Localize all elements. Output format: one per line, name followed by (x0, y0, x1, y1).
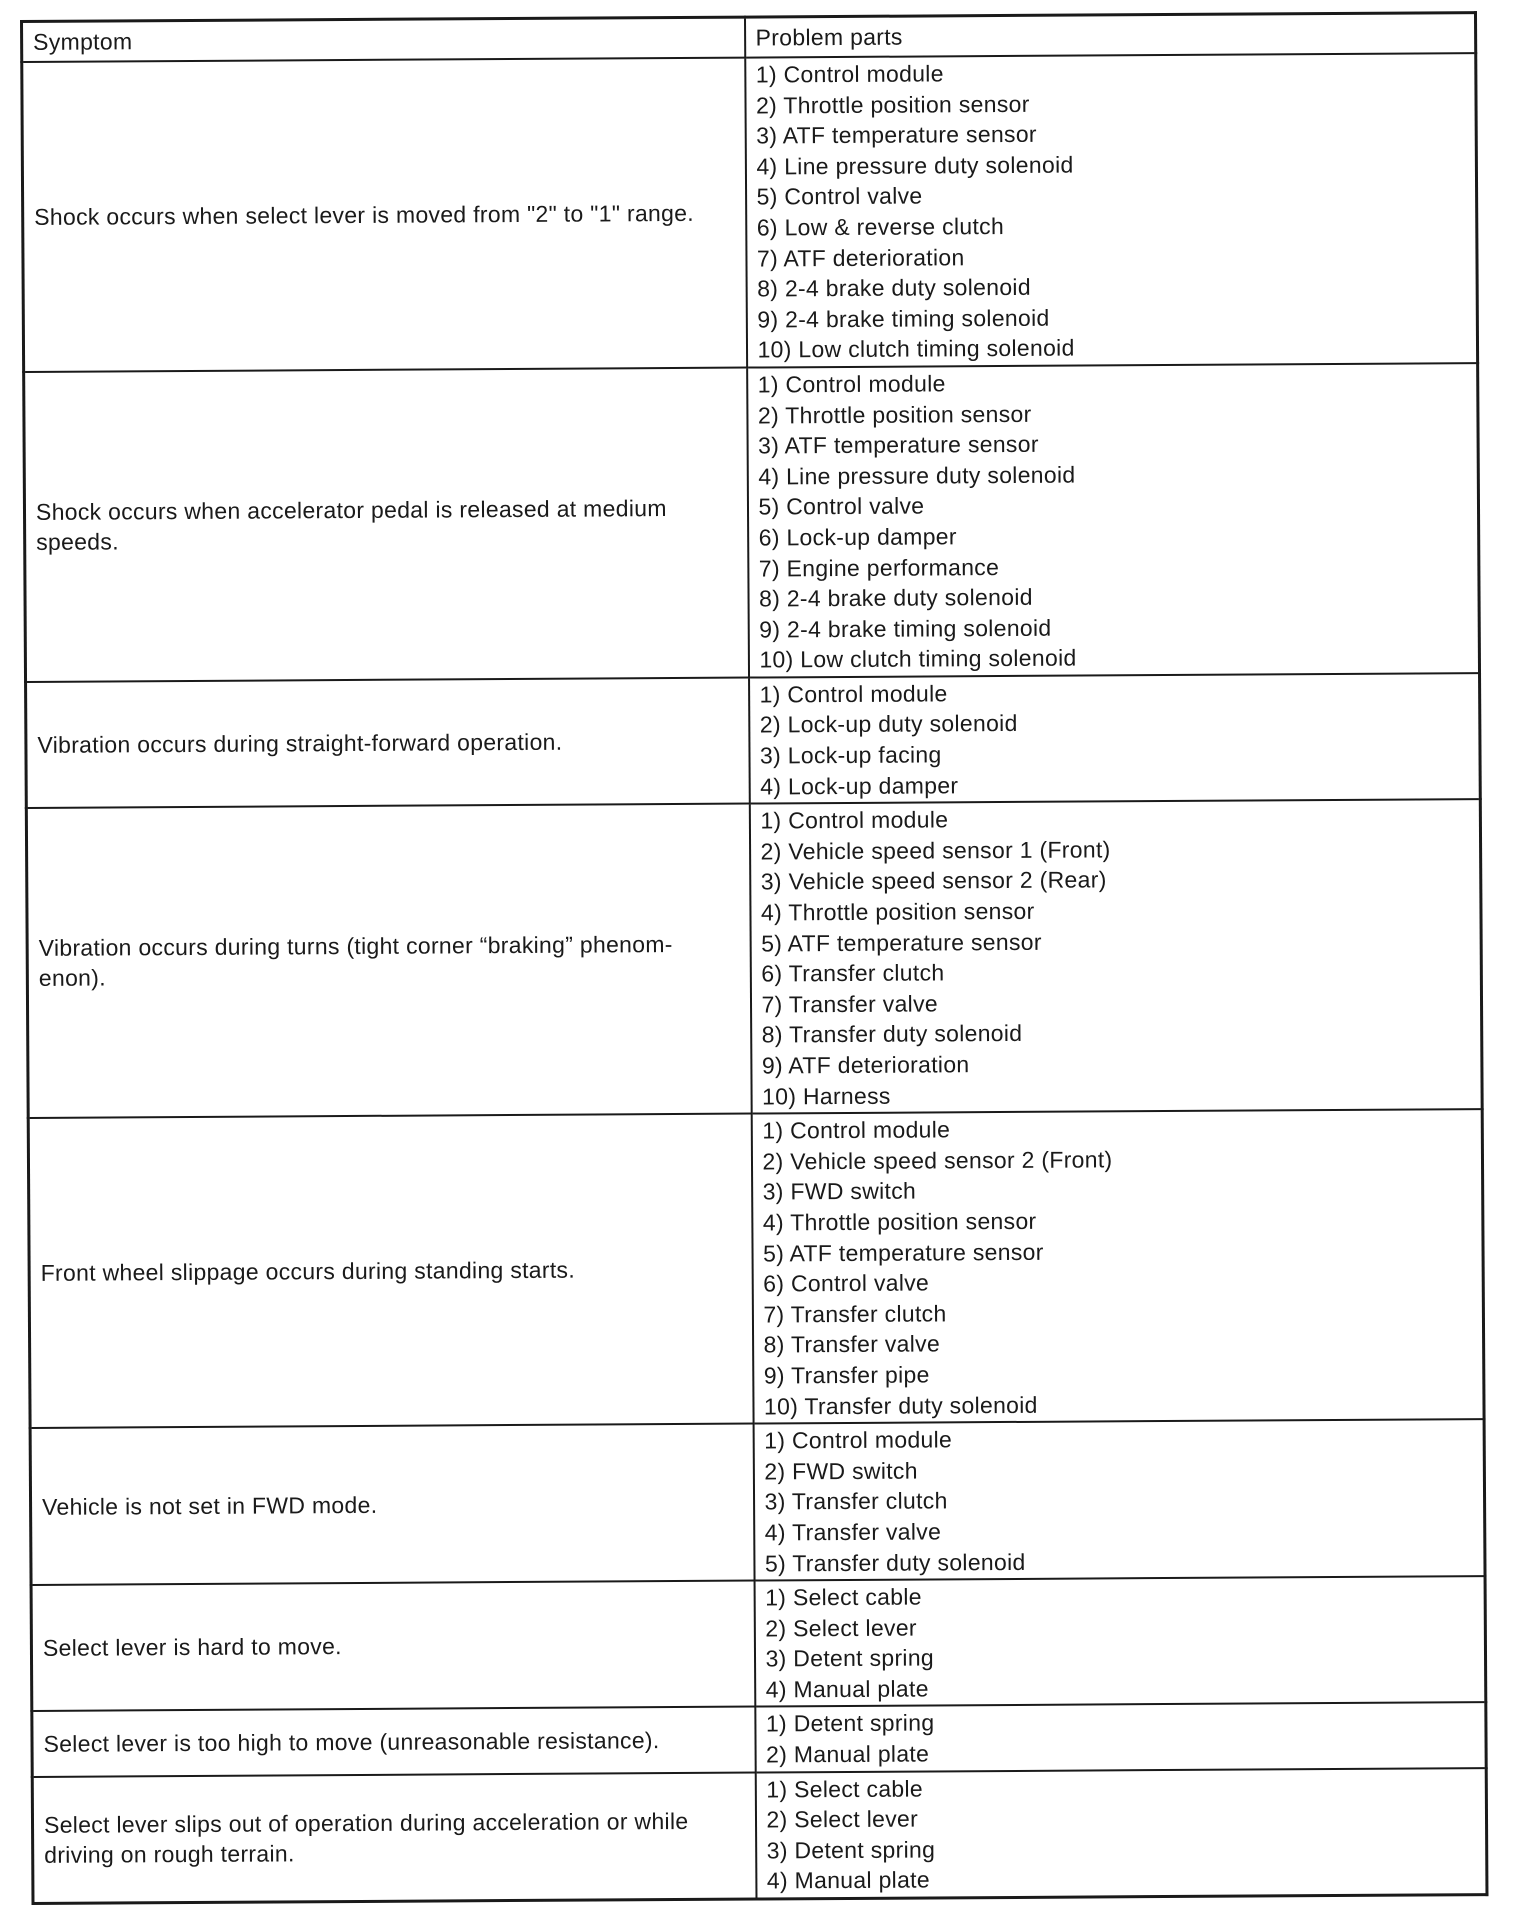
problem-part-item: 8) Transfer valve (763, 1330, 941, 1358)
symptom-cell: Vehicle is not set in FWD mode. (30, 1424, 754, 1585)
problem-part-item: 5) ATF temperature sensor (761, 928, 1042, 957)
problem-part-item: 3) Vehicle speed sensor 2 (Rear) (760, 866, 1107, 895)
problem-part-item: 2) FWD switch (764, 1457, 918, 1485)
problem-part-item: 6) Lock-up damper (758, 523, 957, 551)
problem-part-item: 7) ATF deterioration (756, 243, 965, 272)
problem-part-item: 6) Control valve (763, 1269, 930, 1297)
problem-part-item: 8) 2-4 brake duty solenoid (757, 273, 1031, 302)
problem-part-item: 2) Manual plate (766, 1740, 930, 1768)
problem-parts-cell (749, 673, 1481, 804)
problem-part-item: 4) Manual plate (766, 1866, 931, 1894)
problem-parts-cell (745, 53, 1478, 367)
symptom-cell: Select lever slips out of operation during acceleration or while driving on rough terrain. (32, 1772, 756, 1903)
problem-part-item: 2) Throttle position sensor (755, 90, 1030, 119)
problem-part-item: 5) Control valve (758, 492, 925, 520)
column-header-problem-parts: Problem parts (744, 13, 1475, 58)
table-row (24, 363, 1480, 682)
problem-part-item: 5) Transfer duty solenoid (764, 1548, 1026, 1576)
problem-part-item: 7) Engine performance (758, 553, 1000, 581)
problem-part-item: 1) Select cable (766, 1775, 924, 1803)
problem-part-item: 1) Control module (759, 680, 948, 708)
problem-part-item: 4) Lock-up damper (760, 771, 959, 800)
problem-part-item: 1) Control module (757, 370, 946, 398)
problem-part-item: 1) Select cable (765, 1583, 922, 1611)
problem-part-item: 9) 2-4 brake timing solenoid (757, 304, 1050, 333)
table-row (22, 53, 1478, 372)
column-header-symptom: Symptom (22, 17, 745, 62)
problem-part-item: 3) Lock-up facing (759, 741, 942, 769)
problem-part-item: 9) Transfer pipe (763, 1361, 930, 1389)
problem-part-item: 6) Low & reverse clutch (756, 212, 1005, 241)
symptom-cell: Vibration occurs during straight-forward operation. (26, 677, 750, 808)
problem-part-item: 3) Detent spring (765, 1644, 935, 1672)
problem-part-item: 7) Transfer valve (761, 990, 938, 1018)
problem-parts-cell (751, 1109, 1484, 1423)
symptom-cell: Vibration occurs during turns (tight corner “braking” phenom- enon). (26, 804, 751, 1118)
problem-part-item: 1) Control module (764, 1426, 953, 1454)
problem-part-item: 10) Harness (762, 1082, 891, 1110)
problem-part-item: 10) Low clutch timing solenoid (757, 334, 1075, 363)
problem-part-item: 3) ATF temperature sensor (756, 120, 1037, 149)
problem-part-item: 4) Manual plate (765, 1675, 929, 1703)
problem-part-item: 9) 2-4 brake timing solenoid (759, 614, 1052, 643)
problem-part-item: 5) ATF temperature sensor (762, 1238, 1044, 1267)
symptom-cell: Shock occurs when accelerator pedal is released at medium speeds. (24, 368, 749, 682)
problem-part-item: 2) Lock-up duty solenoid (759, 710, 1018, 738)
problem-part-item: 1) Detent spring (765, 1709, 935, 1737)
problem-part-item: 8) 2-4 brake duty solenoid (758, 583, 1033, 612)
problem-part-item: 4) Line pressure duty solenoid (756, 151, 1074, 180)
problem-parts-cell (747, 363, 1480, 677)
problem-part-item: 3) Detent spring (766, 1836, 936, 1864)
problem-parts-cell (755, 1768, 1487, 1899)
symptom-cell: Select lever is too high to move (unreasonable resistance). (32, 1707, 755, 1777)
problem-part-item: 4) Throttle position sensor (760, 897, 1035, 926)
symptom-table (20, 11, 1488, 1905)
problem-part-item: 1) Control module (760, 806, 949, 834)
symptom-cell: Shock occurs when select lever is moved from "2" to "1" range. (22, 58, 747, 372)
problem-part-item: 2) Vehicle speed sensor 2 (Front) (762, 1146, 1113, 1175)
problem-parts-cell (755, 1703, 1486, 1773)
table-row (31, 1576, 1486, 1711)
symptom-cell: Select lever is hard to move. (31, 1581, 755, 1712)
problem-part-item: 7) Transfer clutch (763, 1300, 947, 1328)
problem-part-item: 3) FWD switch (762, 1177, 917, 1205)
problem-parts-cell (749, 799, 1482, 1113)
problem-parts-cell (754, 1576, 1486, 1707)
problem-part-item: 3) Transfer clutch (764, 1487, 948, 1515)
problem-part-item: 3) ATF temperature sensor (758, 430, 1039, 459)
problem-part-item: 1) Control module (755, 60, 944, 88)
problem-part-item: 8) Transfer duty solenoid (761, 1020, 1023, 1048)
problem-part-item: 5) Control valve (756, 182, 923, 210)
problem-part-item: 9) ATF deterioration (761, 1051, 970, 1079)
problem-part-item: 2) Vehicle speed sensor 1 (Front) (760, 836, 1111, 865)
table-row (26, 673, 1481, 808)
problem-part-item: 4) Throttle position sensor (762, 1207, 1037, 1236)
problem-part-item: 10) Low clutch timing solenoid (759, 644, 1077, 673)
problem-part-item: 1) Control module (762, 1116, 951, 1144)
table-body (22, 53, 1487, 1903)
problem-part-item: 2) Throttle position sensor (757, 400, 1032, 429)
table-row (32, 1768, 1487, 1904)
table-row (28, 1109, 1484, 1428)
problem-part-item: 6) Transfer clutch (761, 959, 945, 987)
table-row (32, 1703, 1486, 1777)
problem-part-item: 10) Transfer duty solenoid (763, 1391, 1038, 1420)
problem-part-item: 2) Select lever (766, 1805, 919, 1833)
symptom-cell: Front wheel slippage occurs during standing starts. (28, 1114, 753, 1428)
table-row (30, 1419, 1485, 1585)
problem-part-item: 2) Select lever (765, 1614, 917, 1642)
problem-parts-cell (753, 1419, 1485, 1580)
table-row (26, 799, 1482, 1118)
problem-part-item: 4) Transfer valve (764, 1518, 942, 1546)
problem-part-item: 4) Line pressure duty solenoid (758, 461, 1076, 490)
